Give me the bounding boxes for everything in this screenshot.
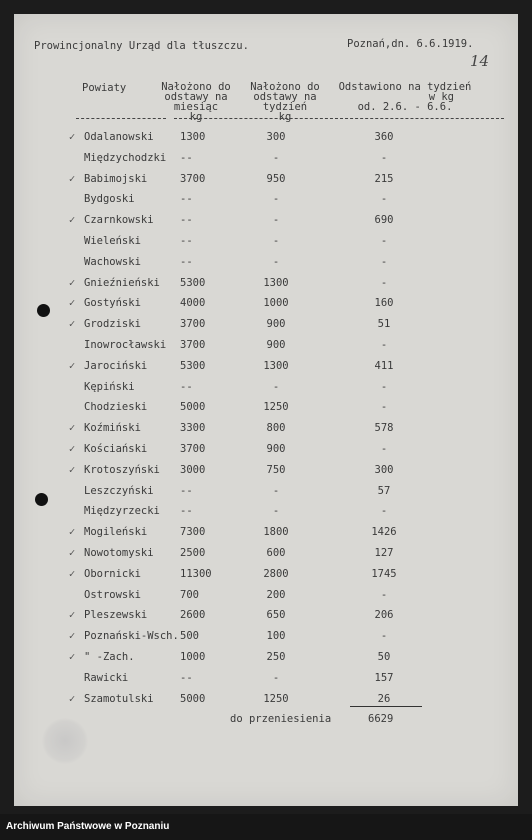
district-name: Leszczyński	[84, 484, 154, 497]
district-name: Koźmiński	[84, 422, 141, 435]
table-row	[14, 318, 518, 338]
weekly-quota: 1800	[263, 526, 289, 539]
check-mark: ✓	[68, 443, 76, 455]
faded-stamp	[42, 718, 88, 764]
column-header-weekly: Nałożono do odstawy na tydzień kg	[250, 81, 320, 123]
table-row	[14, 422, 518, 442]
check-mark: ✓	[68, 318, 76, 331]
weekly-quota: 900	[266, 339, 286, 351]
check-mark: ✓	[68, 547, 76, 559]
weekly-quota: 650	[266, 609, 286, 622]
delivered-amount: -	[380, 380, 388, 393]
table-row	[14, 464, 518, 484]
punch-hole	[35, 493, 48, 506]
header-dash-rule	[174, 118, 504, 119]
column-header-powiaty: Powiaty	[82, 82, 127, 94]
weekly-quota: -	[272, 380, 280, 393]
delivered-amount: -	[380, 276, 388, 289]
monthly-quota: --	[180, 235, 193, 247]
monthly-quota: 5000	[180, 401, 206, 414]
place-date: Poznań,dn. 6.6.1919.	[347, 38, 474, 50]
monthly-quota: 5000	[180, 692, 206, 705]
monthly-quota: 7300	[180, 526, 206, 539]
check-mark: ✓	[68, 692, 76, 705]
table-row	[14, 505, 518, 525]
monthly-quota: 3700	[180, 172, 206, 185]
table-row	[14, 360, 518, 380]
table-row	[14, 443, 518, 463]
check-mark: ✓	[68, 609, 76, 622]
weekly-quota: 900	[266, 443, 286, 455]
monthly-quota: 3700	[180, 339, 206, 351]
delivered-amount: -	[380, 505, 388, 518]
district-name: Wieleński	[84, 235, 141, 247]
delivered-amount: 57	[377, 484, 391, 497]
total-underline	[350, 706, 422, 707]
weekly-quota: 900	[266, 318, 286, 331]
delivered-amount: -	[380, 235, 388, 247]
district-name: Pleszewski	[84, 609, 148, 622]
table-row	[14, 297, 518, 317]
table-row	[14, 193, 518, 213]
delivered-amount: 215	[374, 172, 394, 185]
delivered-amount: 690	[374, 214, 394, 227]
delivered-amount: -	[380, 401, 388, 414]
district-name: Nowotomyski	[84, 547, 154, 559]
table-row	[14, 693, 518, 713]
district-name: Rawicki	[84, 671, 129, 684]
check-mark: ✓	[68, 567, 76, 580]
delivered-amount: 160	[374, 297, 394, 310]
monthly-quota: 500	[180, 630, 199, 643]
weekly-quota: -	[272, 484, 280, 497]
page-number: 14	[470, 52, 490, 70]
header-dash-rule	[76, 118, 166, 119]
district-name: " -Zach.	[84, 651, 135, 663]
monthly-quota: 700	[180, 588, 199, 601]
district-name: Gnieźnieński	[84, 276, 160, 289]
check-mark: ✓	[68, 359, 76, 372]
check-mark: ✓	[68, 526, 76, 539]
monthly-quota: 5300	[180, 359, 206, 372]
delivered-amount: 578	[374, 422, 394, 435]
weekly-quota: 1250	[263, 692, 289, 705]
monthly-quota: --	[180, 151, 193, 164]
delivered-amount: -	[380, 151, 388, 164]
monthly-quota: 1000	[180, 651, 206, 663]
weekly-quota: 250	[266, 651, 286, 663]
check-mark: ✓	[68, 630, 76, 643]
table-row	[14, 235, 518, 255]
delivered-amount: 360	[374, 131, 394, 143]
delivered-amount: 411	[374, 359, 394, 372]
monthly-quota: 11300	[180, 567, 212, 580]
delivered-amount: -	[380, 339, 388, 351]
district-name: Czarnkowski	[84, 214, 154, 227]
column-header-delivered: Odstawiono na tydzień w kg od. 2.6. - 6.6.	[338, 81, 472, 113]
weekly-quota: 200	[266, 588, 286, 601]
check-mark: ✓	[68, 651, 76, 663]
monthly-quota: --	[180, 671, 193, 684]
carry-forward-total: 6629	[368, 713, 394, 725]
district-name: Międzychodzki	[84, 151, 167, 164]
check-mark: ✓	[68, 463, 76, 476]
monthly-quota: --	[180, 380, 193, 393]
table-row	[14, 630, 518, 650]
delivered-amount: 127	[374, 547, 394, 559]
table-row	[14, 547, 518, 567]
delivered-amount: 157	[374, 671, 394, 684]
table-row	[14, 214, 518, 234]
check-mark: ✓	[68, 276, 76, 289]
carry-forward-label: do przeniesienia	[230, 713, 332, 725]
monthly-quota: --	[180, 193, 193, 206]
delivered-amount: 300	[374, 463, 394, 476]
weekly-quota: 100	[266, 630, 286, 643]
delivered-amount: 26	[377, 692, 391, 705]
weekly-quota: 950	[266, 172, 286, 185]
district-name: Odalanowski	[84, 131, 154, 143]
weekly-quota: 1300	[263, 359, 289, 372]
district-name: Kępiński	[84, 380, 135, 393]
delivered-amount: 1426	[371, 526, 397, 539]
monthly-quota: 3300	[180, 422, 206, 435]
table-row	[14, 589, 518, 609]
check-mark: ✓	[68, 172, 76, 185]
table-row	[14, 526, 518, 546]
monthly-quota: 3700	[180, 318, 206, 331]
table-row	[14, 651, 518, 671]
archive-name: Archiwum Państwowe w Poznaniu	[6, 821, 170, 832]
district-name: Chodzieski	[84, 401, 148, 414]
table-row	[14, 339, 518, 359]
column-header-monthly: Nałożono do odstawy na miesiąc kg	[161, 81, 231, 123]
table-row	[14, 381, 518, 401]
weekly-quota: 1250	[263, 401, 289, 414]
delivered-amount: -	[380, 588, 388, 601]
weekly-quota: 600	[266, 547, 286, 559]
weekly-quota: -	[272, 151, 280, 164]
table-row	[14, 672, 518, 692]
monthly-quota: 4000	[180, 297, 206, 310]
delivered-amount: -	[380, 630, 388, 643]
check-mark: ✓	[68, 297, 76, 310]
monthly-quota: --	[180, 255, 193, 268]
weekly-quota: -	[272, 214, 280, 227]
table-row	[14, 485, 518, 505]
weekly-quota: 800	[266, 422, 286, 435]
monthly-quota: 2500	[180, 547, 206, 559]
weekly-quota: 1300	[263, 276, 289, 289]
district-name: Kościański	[84, 443, 148, 455]
district-name: Gostyński	[84, 297, 141, 310]
document-page	[14, 14, 518, 806]
monthly-quota: --	[180, 505, 193, 518]
district-name: Obornicki	[84, 567, 141, 580]
delivered-amount: -	[380, 193, 388, 206]
delivered-amount: -	[380, 255, 388, 268]
table-row	[14, 277, 518, 297]
weekly-quota: -	[272, 193, 280, 206]
delivered-amount: -	[380, 443, 388, 455]
punch-hole	[37, 304, 50, 317]
weekly-quota: -	[272, 505, 280, 518]
district-name: Wachowski	[84, 255, 141, 268]
delivered-amount: 1745	[371, 567, 397, 580]
table-row	[14, 131, 518, 151]
district-name: Jarociński	[84, 359, 148, 372]
monthly-quota: 2600	[180, 609, 206, 622]
district-name: Bydgoski	[84, 193, 135, 206]
monthly-quota: 3000	[180, 463, 206, 476]
office-name: Prowincjonalny Urząd dla tłuszczu.	[34, 40, 249, 52]
table-row	[14, 173, 518, 193]
monthly-quota: --	[180, 484, 193, 497]
district-name: Babimojski	[84, 172, 148, 185]
monthly-quota: 1300	[180, 131, 206, 143]
table-row	[14, 568, 518, 588]
district-name: Ostrowski	[84, 588, 141, 601]
weekly-quota: -	[272, 671, 280, 684]
district-name: Mogileński	[84, 526, 148, 539]
weekly-quota: -	[272, 255, 280, 268]
district-name: Inowrocławski	[84, 339, 167, 351]
monthly-quota: 3700	[180, 443, 206, 455]
check-mark: ✓	[68, 214, 76, 227]
check-mark: ✓	[68, 131, 76, 143]
district-name: Międzyrzecki	[84, 505, 160, 518]
monthly-quota: 5300	[180, 276, 206, 289]
weekly-quota: 2800	[263, 567, 289, 580]
monthly-quota: --	[180, 214, 193, 227]
delivered-amount: 50	[377, 651, 391, 663]
district-name: Grodziski	[84, 318, 141, 331]
table-row	[14, 609, 518, 629]
archive-footer	[0, 814, 532, 840]
weekly-quota: 1000	[263, 297, 289, 310]
table-row	[14, 401, 518, 421]
district-name: Szamotulski	[84, 692, 154, 705]
table-row	[14, 152, 518, 172]
check-mark: ✓	[68, 422, 76, 435]
district-name: Poznański-Wsch.	[84, 630, 179, 643]
table-row	[14, 256, 518, 276]
weekly-quota: 750	[266, 463, 286, 476]
delivered-amount: 51	[377, 318, 391, 331]
district-name: Krotoszyński	[84, 463, 160, 476]
delivered-amount: 206	[374, 609, 394, 622]
weekly-quota: 300	[266, 131, 286, 143]
weekly-quota: -	[272, 235, 280, 247]
